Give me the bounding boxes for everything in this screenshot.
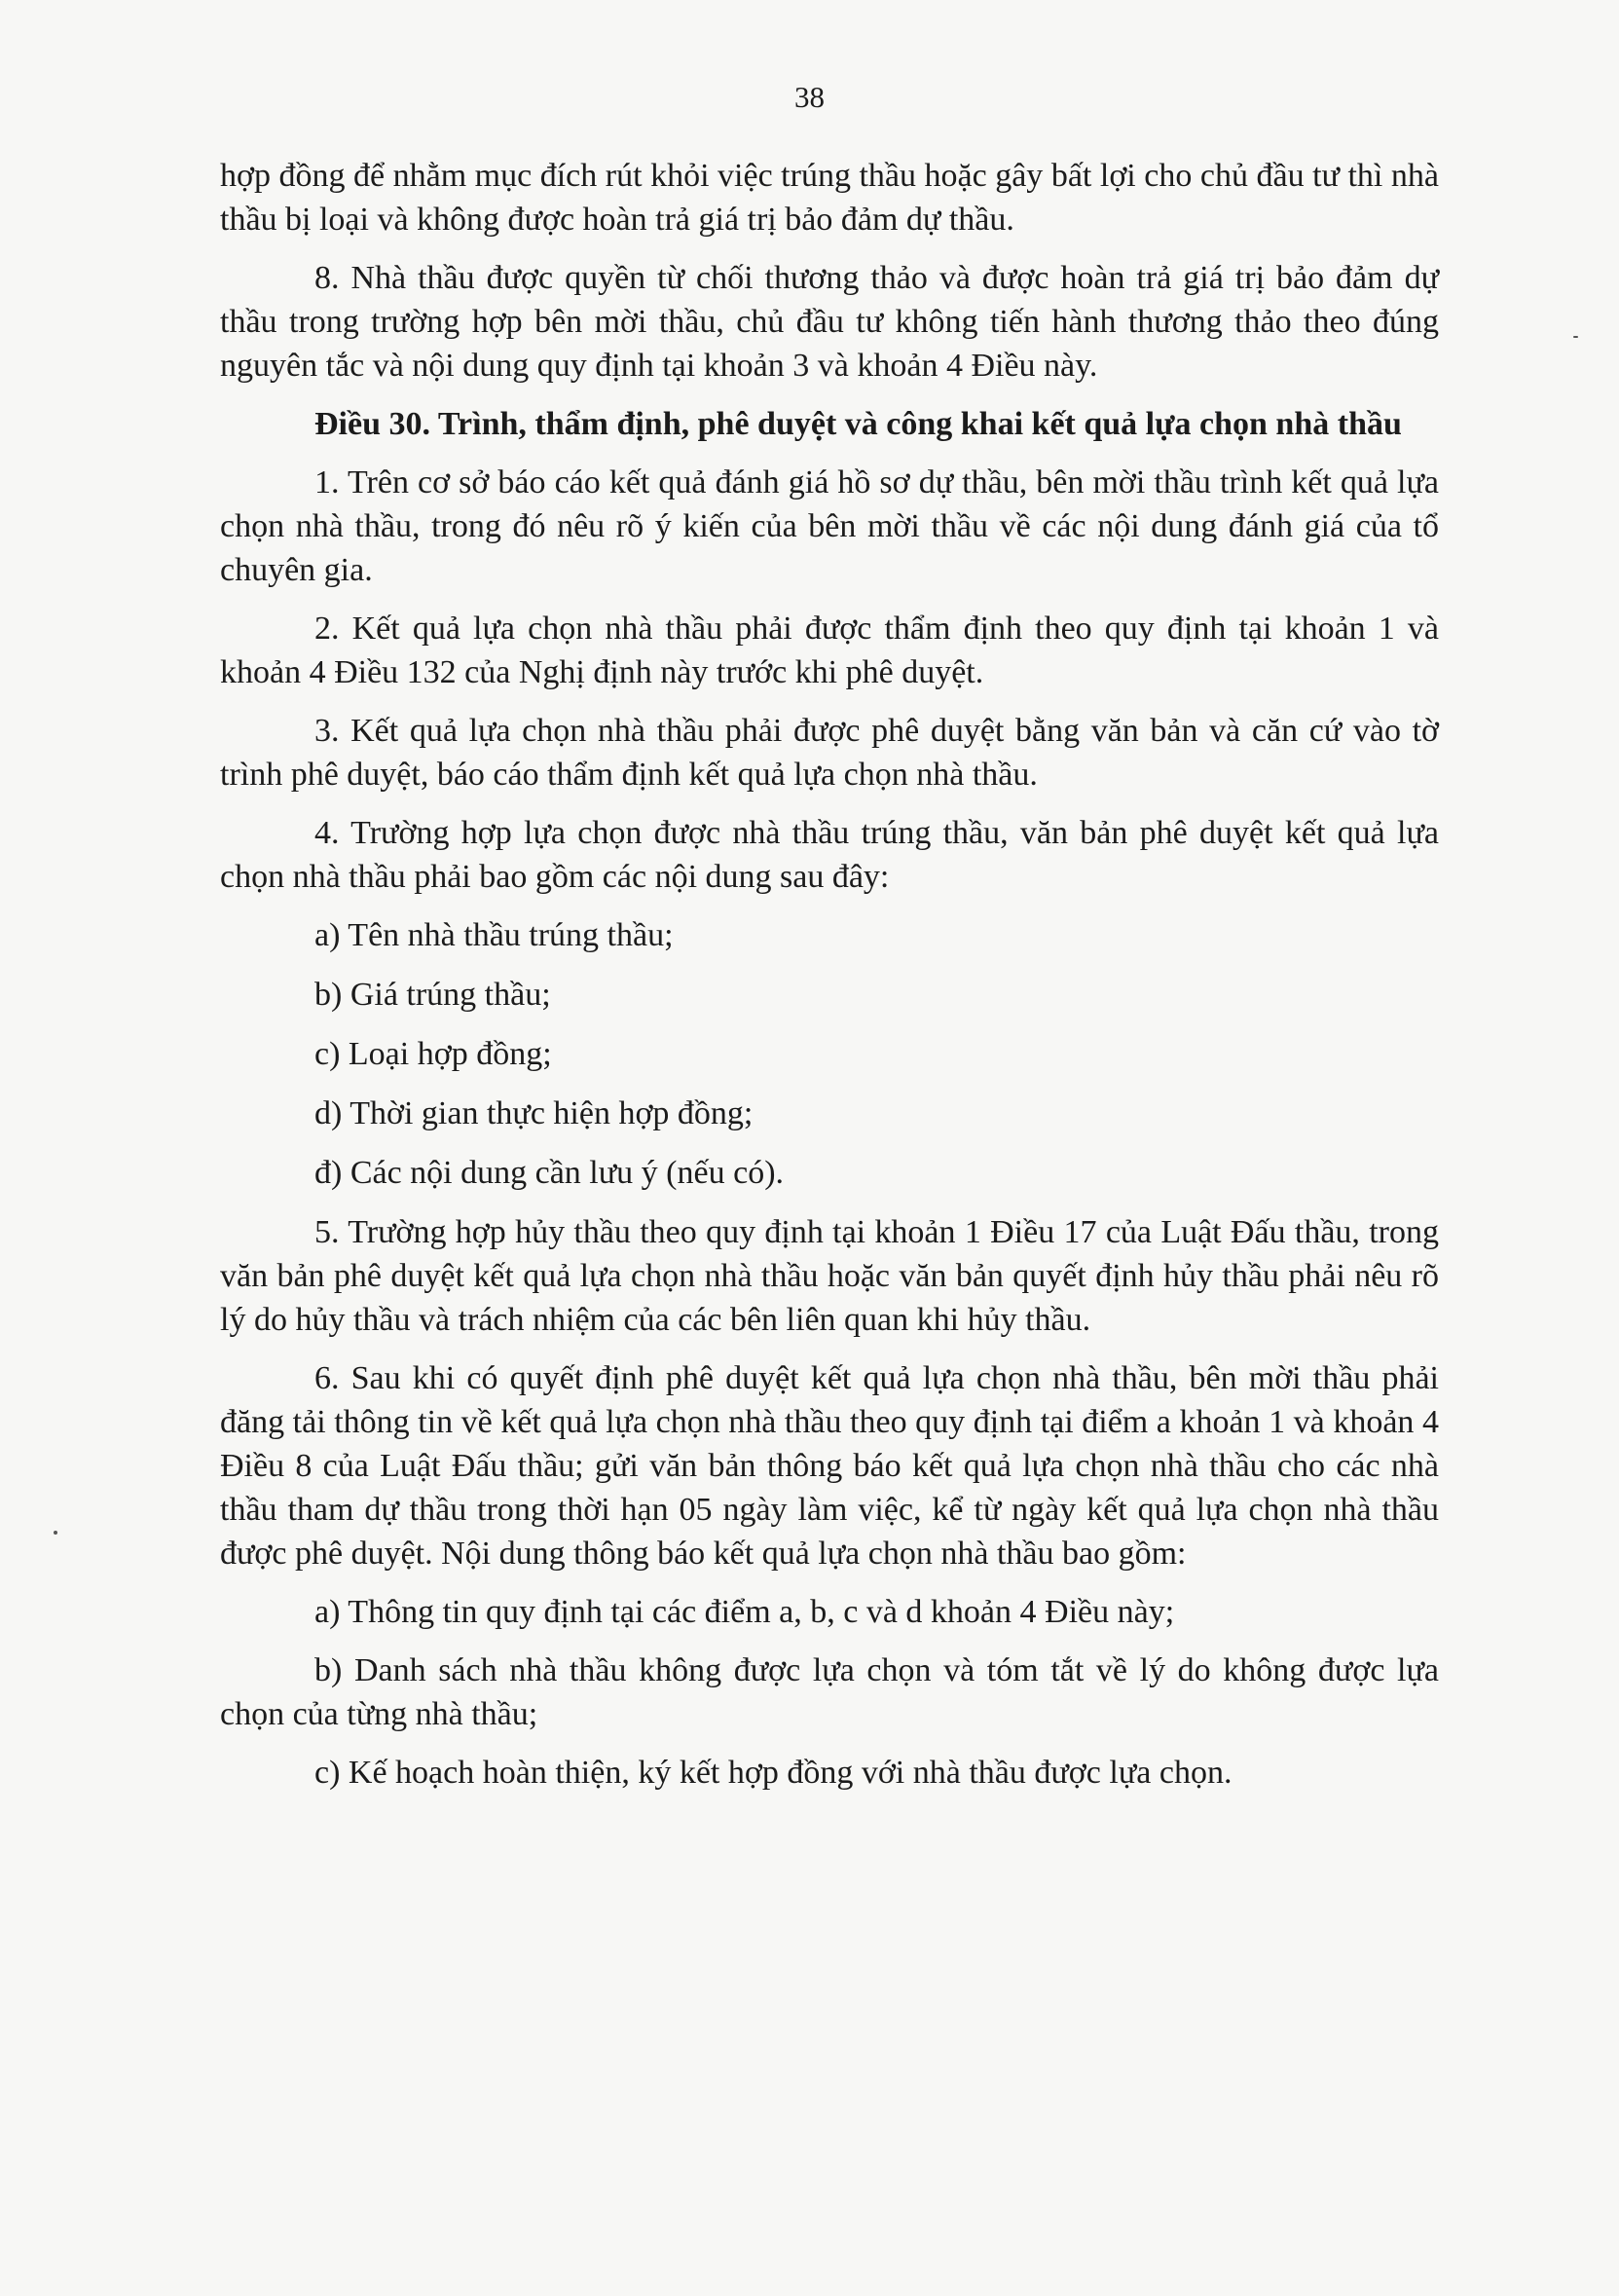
paragraph-clause-5: 5. Trường hợp hủy thầu theo quy định tại khoản 1 Điều 17 của Luật Đấu thầu, trong văn bản phê duyệt kết quả lựa chọn nhà thầu hoặc văn bản quyết định hủy thầu phải nêu rõ lý do hủy thầu và trách nhiệm của các bên liên quan khi hủy thầu. <box>220 1214 1439 1338</box>
scan-speck <box>54 1531 57 1535</box>
list-item-4a: a) Tên nhà thầu trúng thầu; <box>314 917 674 953</box>
scan-speck <box>1573 336 1578 338</box>
paragraph-continuation: hợp đồng để nhằm mục đích rút khỏi việc trúng thầu hoặc gây bất lợi cho chủ đầu tư thì nhà thầu bị loại và không được hoàn trả giá trị bảo đảm dự thầu. <box>220 158 1439 238</box>
article-30-heading: Điều 30. Trình, thẩm định, phê duyệt và công khai kết quả lựa chọn nhà thầu <box>314 406 1402 442</box>
list-item-4b: b) Giá trúng thầu; <box>314 977 551 1013</box>
list-item-4d: d) Thời gian thực hiện hợp đồng; <box>314 1095 754 1131</box>
paragraph-clause-4: 4. Trường hợp lựa chọn được nhà thầu trúng thầu, văn bản phê duyệt kết quả lựa chọn nhà thầu phải bao gồm các nội dung sau đây: <box>220 815 1439 895</box>
paragraph-clause-2: 2. Kết quả lựa chọn nhà thầu phải được thẩm định theo quy định tại khoản 1 và khoản 4 Điều 132 của Nghị định này trước khi phê duyệt. <box>220 611 1439 690</box>
list-item-6a: a) Thông tin quy định tại các điểm a, b, c và d khoản 4 Điều này; <box>314 1594 1175 1630</box>
page-number: 38 <box>794 80 825 114</box>
paragraph-clause-1: 1. Trên cơ sở báo cáo kết quả đánh giá hồ sơ dự thầu, bên mời thầu trình kết quả lựa chọn nhà thầu, trong đó nêu rõ ý kiến của bên mời thầu về các nội dung đánh giá của tổ chuyên gia. <box>220 464 1439 588</box>
paragraph-clause-3: 3. Kết quả lựa chọn nhà thầu phải được phê duyệt bằng văn bản và căn cứ vào tờ trình phê duyệt, báo cáo thẩm định kết quả lựa chọn nhà thầu. <box>220 713 1439 793</box>
list-item-6c: c) Kế hoạch hoàn thiện, ký kết hợp đồng với nhà thầu được lựa chọn. <box>314 1755 1233 1791</box>
list-item-4dd: đ) Các nội dung cần lưu ý (nếu có). <box>314 1155 785 1191</box>
paragraph-clause-6: 6. Sau khi có quyết định phê duyệt kết quả lựa chọn nhà thầu, bên mời thầu phải đăng tải thông tin về kết quả lựa chọn nhà thầu theo quy định tại điểm a khoản 1 và khoản 4 Điều 8 của Luật Đấu thầu; gửi văn bản thông báo kết quả lựa chọn nhà thầu cho các nhà thầu tham dự thầu trong thời hạn 05 ngày làm việc, kể từ ngày kết quả lựa chọn nhà thầu được phê duyệt. Nội dung thông báo kết quả lựa chọn nhà thầu bao gồm: <box>220 1360 1439 1572</box>
document-body <box>220 154 1439 1809</box>
paragraph-clause-8: 8. Nhà thầu được quyền từ chối thương thảo và được hoàn trả giá trị bảo đảm dự thầu trong trường hợp bên mời thầu, chủ đầu tư không tiến hành thương thảo theo đúng nguyên tắc và nội dung quy định tại khoản 3 và khoản 4 Điều này. <box>220 260 1439 384</box>
list-item-4c: c) Loại hợp đồng; <box>314 1036 552 1072</box>
list-item-6b: b) Danh sách nhà thầu không được lựa chọn và tóm tắt về lý do không được lựa chọn của từng nhà thầu; <box>220 1652 1439 1732</box>
